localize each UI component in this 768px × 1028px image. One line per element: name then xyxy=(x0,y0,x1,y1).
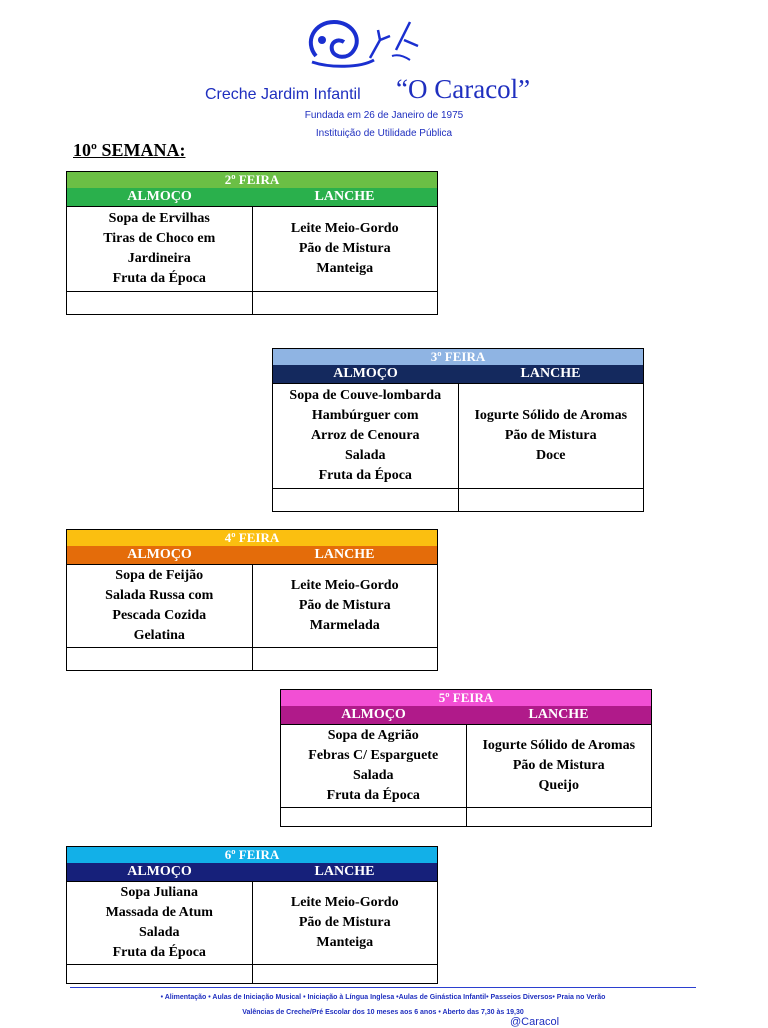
lanche-item: Marmelada xyxy=(309,618,380,633)
menu-footer-row xyxy=(67,647,437,670)
menu-tuesday xyxy=(272,348,644,512)
almoco-item: Sopa de Feijão xyxy=(115,568,204,583)
menu-footer-row xyxy=(273,488,643,511)
menu-body xyxy=(67,564,437,647)
menu-body xyxy=(273,383,643,488)
almoco-header: ALMOÇO xyxy=(127,189,192,204)
almoco-item: Massada de Atum xyxy=(105,905,213,920)
menu-body xyxy=(67,881,437,964)
snail-logo xyxy=(300,10,430,80)
almoco-list xyxy=(67,882,252,964)
almoco-item: Gelatina xyxy=(133,628,185,643)
lanche-header: LANCHE xyxy=(528,707,589,722)
lanche-list xyxy=(458,384,644,488)
column-headers xyxy=(281,706,651,724)
almoco-item: Jardineira xyxy=(127,251,191,266)
almoco-item: Febras C/ Esparguete xyxy=(308,748,439,763)
lanche-item: Pão de Mistura xyxy=(512,758,605,773)
lanche-item: Iogurte Sólido de Aromas xyxy=(482,738,636,753)
day-header: 5º FEIRA xyxy=(281,690,651,706)
lanche-item: Pão de Mistura xyxy=(504,428,597,443)
lanche-list xyxy=(466,725,652,807)
lanche-header: LANCHE xyxy=(314,547,375,562)
almoco-item: Fruta da Época xyxy=(318,468,412,483)
almoco-item: Sopa de Agrião xyxy=(327,728,419,743)
lanche-item: Pão de Mistura xyxy=(298,598,391,613)
caracol-title: “O Caracol” xyxy=(396,74,531,104)
menu-friday xyxy=(66,846,438,984)
almoco-header: ALMOÇO xyxy=(127,547,192,562)
day-header: 3º FEIRA xyxy=(273,349,643,365)
lanche-item: Queijo xyxy=(538,778,579,793)
lanche-list xyxy=(252,565,438,647)
footer-services: • Alimentação • Aulas de Iniciação Musical • Iniciação à Língua Inglesa •Aulas de Ginástica Infantil• Passeios Diversos• Praia no Verão xyxy=(160,994,606,1001)
week-heading: 10º SEMANA: xyxy=(73,140,186,160)
status-text: Instituição de Utilidade Pública xyxy=(315,128,453,139)
lanche-item: Pão de Mistura xyxy=(298,915,391,930)
menu-footer-row xyxy=(67,291,437,314)
founded-text: Fundada em 26 de Janeiro de 1975 xyxy=(304,110,464,121)
almoco-item: Pescada Cozida xyxy=(112,608,207,623)
almoco-item: Hambúrguer com xyxy=(311,408,419,423)
menu-body xyxy=(67,206,437,291)
almoco-item: Salada Russa com xyxy=(105,588,214,603)
almoco-list xyxy=(281,725,466,807)
lanche-header: LANCHE xyxy=(520,366,581,381)
almoco-item: Sopa de Couve-lombarda xyxy=(289,388,442,403)
almoco-item: Tiras de Choco em xyxy=(103,231,216,246)
column-headers xyxy=(273,365,643,383)
lanche-item: Manteiga xyxy=(316,935,374,950)
lanche-item: Pão de Mistura xyxy=(298,241,391,256)
almoco-item: Fruta da Época xyxy=(326,788,420,803)
footer-tail: @Caracol xyxy=(510,1016,560,1028)
lanche-item: Leite Meio-Gordo xyxy=(290,578,399,593)
menu-footer-row xyxy=(67,964,437,983)
almoco-list xyxy=(67,207,252,291)
lanche-header: LANCHE xyxy=(314,189,375,204)
almoco-list xyxy=(273,384,458,488)
almoco-item: Arroz de Cenoura xyxy=(310,428,420,443)
footer-divider xyxy=(70,987,696,988)
column-headers xyxy=(67,546,437,564)
menu-body xyxy=(281,724,651,807)
day-header: 4º FEIRA xyxy=(67,530,437,546)
menu-thursday xyxy=(280,689,652,827)
almoco-header: ALMOÇO xyxy=(341,707,406,722)
lanche-item: Leite Meio-Gordo xyxy=(290,895,399,910)
lanche-header: LANCHE xyxy=(314,864,375,879)
footer-hours: Valências de Creche/Pré Escolar dos 10 meses aos 6 anos • Aberto das 7,30 às 19,30 xyxy=(242,1009,524,1016)
column-headers xyxy=(67,188,437,206)
menu-monday xyxy=(66,171,438,315)
day-header: 2º FEIRA xyxy=(67,172,437,188)
lanche-list xyxy=(252,207,438,291)
day-header: 6º FEIRA xyxy=(67,847,437,863)
almoco-header: ALMOÇO xyxy=(333,366,398,381)
lanche-item: Iogurte Sólido de Aromas xyxy=(474,408,628,423)
almoco-header: ALMOÇO xyxy=(127,864,192,879)
menu-wednesday xyxy=(66,529,438,671)
almoco-item: Fruta da Época xyxy=(112,271,206,286)
almoco-item: Salada xyxy=(139,925,180,940)
almoco-item: Salada xyxy=(353,768,394,783)
creche-title: Creche Jardim Infantil xyxy=(205,86,361,103)
almoco-item: Sopa de Ervilhas xyxy=(108,211,210,226)
lanche-list xyxy=(252,882,438,964)
almoco-item: Salada xyxy=(345,448,386,463)
menu-footer-row xyxy=(281,807,651,826)
column-headers xyxy=(67,863,437,881)
almoco-item: Sopa Juliana xyxy=(120,885,198,900)
lanche-item: Doce xyxy=(535,448,566,463)
lanche-item: Manteiga xyxy=(316,261,374,276)
lanche-item: Leite Meio-Gordo xyxy=(290,221,399,236)
almoco-list xyxy=(67,565,252,647)
almoco-item: Fruta da Época xyxy=(112,945,206,960)
